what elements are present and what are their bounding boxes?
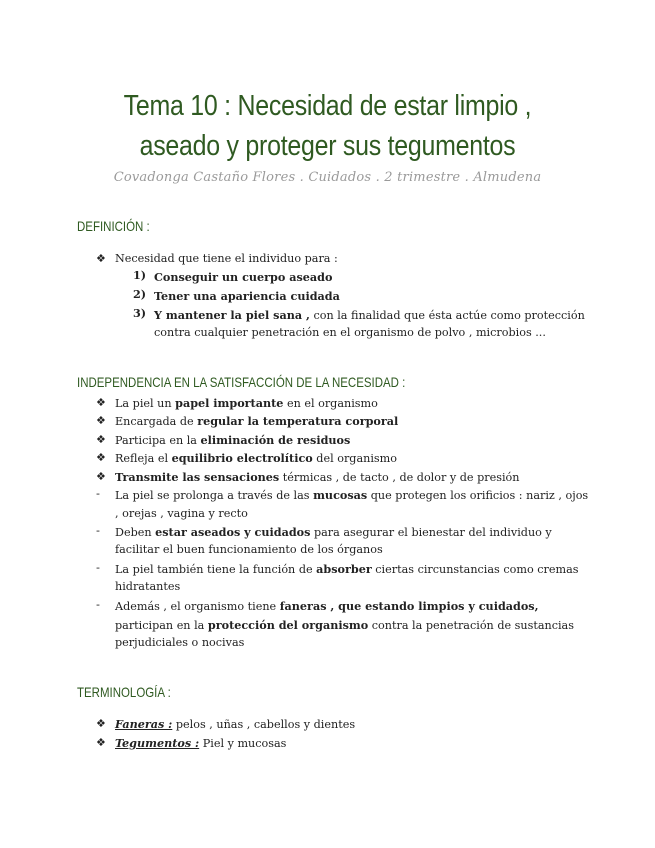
term-item-faneras [115, 715, 355, 734]
text: participan en la [115, 619, 208, 632]
indep-bullet-3 [115, 431, 350, 450]
list-number: 2) [133, 287, 147, 301]
bold-text: equilibrio electrolítico [171, 451, 313, 465]
indep-dash-1-continuation: , orejas , vagina y recto [115, 507, 248, 520]
dash-bullet-icon: - [96, 524, 100, 537]
text: térmicas , de tacto , de dolor y de presión [279, 471, 520, 484]
indep-dash-4-continuation-2: perjudiciales o nocivas [115, 636, 245, 649]
diamond-bullet-icon: ❖ [96, 451, 106, 464]
terminology-heading: TERMINOLOGÍA : [77, 684, 171, 700]
document-title-line-2: aseado y proteger sus tegumentos [139, 130, 516, 162]
document-title-line-1: Tema 10 : Necesidad de estar limpio , [123, 90, 532, 122]
list-number: 1) [133, 268, 147, 282]
dash-bullet-icon: - [96, 561, 100, 574]
definition-item-1 [154, 268, 332, 287]
dash-bullet-icon: - [96, 487, 100, 500]
independence-heading: INDEPENDENCIA EN LA SATISFACCIÓN DE LA NECESIDAD : [77, 374, 406, 390]
bold-text: absorber [316, 562, 372, 576]
bold-text: papel importante [175, 396, 284, 410]
text: ciertas circunstancias como cremas [371, 563, 579, 576]
text: Refleja el [115, 452, 172, 465]
term-definition: Piel y mucosas [199, 737, 287, 750]
indep-dash-2 [115, 523, 552, 542]
indep-dash-4-continuation [115, 616, 574, 635]
bold-text: protección del organismo [207, 618, 369, 632]
text: Además , el organismo tiene [115, 600, 280, 613]
indep-dash-4 [115, 597, 539, 616]
text: La piel se prolonga a través de las [115, 489, 314, 502]
bold-text: eliminación de residuos [200, 433, 351, 447]
diamond-bullet-icon: ❖ [96, 470, 106, 483]
definition-heading: DEFINICIÓN : [77, 218, 150, 234]
dash-bullet-icon: - [96, 598, 100, 611]
bold-text: mucosas [313, 488, 368, 502]
text: Participa en la [115, 434, 201, 447]
indep-dash-2-continuation: facilitar el buen funcionamiento de los órganos [115, 543, 383, 556]
indep-bullet-4 [115, 449, 397, 468]
text: para asegurar el bienestar del individuo y [310, 526, 552, 539]
definition-item-2-bold: Tener una apariencia cuidada [154, 289, 340, 303]
indep-bullet-1 [115, 394, 378, 413]
definition-item-3-continuation: contra cualquier penetración en el organismo de polvo , microbios ... [154, 326, 546, 339]
indep-dash-3 [115, 560, 579, 579]
bold-text: Transmite las sensaciones [115, 470, 280, 484]
diamond-bullet-icon: ❖ [96, 396, 106, 409]
indep-dash-3-continuation: hidratantes [115, 580, 181, 593]
bold-text: regular la temperatura corporal [197, 414, 399, 428]
definition-intro: Necesidad que tiene el individuo para : [115, 252, 338, 265]
text: Encargada de [115, 415, 198, 428]
text: La piel también tiene la función de [115, 563, 317, 576]
term-label: Tegumentos : [115, 736, 200, 750]
document-subtitle: Covadonga Castaño Flores . Cuidados . 2 trimestre . Almudena [113, 170, 542, 185]
text: del organismo [312, 452, 398, 465]
diamond-bullet-icon: ❖ [96, 433, 106, 446]
indep-dash-1 [115, 486, 588, 505]
definition-item-3 [154, 306, 585, 325]
text: La piel un [115, 397, 176, 410]
diamond-bullet-icon: ❖ [96, 414, 106, 427]
indep-bullet-5 [115, 468, 520, 487]
definition-item-2 [154, 287, 340, 306]
bold-text: estar aseados y cuidados [155, 525, 311, 539]
bold-text: faneras , que estando limpios y cuidados, [279, 599, 539, 613]
indep-bullet-2 [115, 412, 398, 431]
diamond-bullet-icon: ❖ [96, 736, 106, 749]
text: Deben [115, 526, 156, 539]
definition-item-3-bold: Y mantener la piel sana , [154, 308, 310, 322]
definition-item-1-bold: Conseguir un cuerpo aseado [154, 270, 333, 284]
diamond-bullet-icon: ❖ [96, 252, 106, 265]
term-definition: pelos , uñas , cabellos y dientes [172, 718, 356, 731]
term-item-tegumentos [115, 734, 286, 753]
text: contra la penetración de sustancias [368, 619, 574, 632]
term-label: Faneras : [115, 717, 173, 731]
diamond-bullet-icon: ❖ [96, 717, 106, 730]
text: en el organismo [283, 397, 378, 410]
text: que protegen los orificios : nariz , ojos [367, 489, 589, 502]
definition-item-3-text: con la finalidad que ésta actúe como protección [309, 309, 585, 322]
list-number: 3) [133, 306, 147, 320]
